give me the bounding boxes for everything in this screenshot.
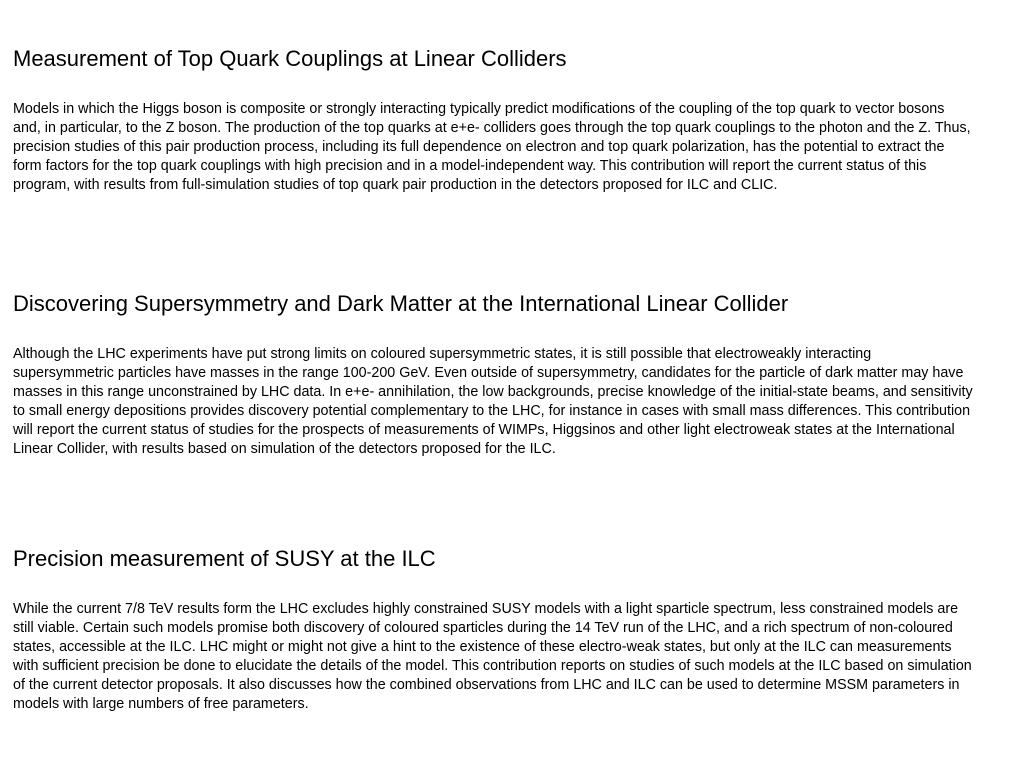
section-title: Precision measurement of SUSY at the ILC [13, 546, 436, 571]
abstract-section-supersymmetry-dark-matter [13, 291, 973, 459]
abstract-section-top-quark [13, 46, 973, 195]
section-body: Models in which the Higgs boson is composite or strongly interacting typically predict modifications of the coupling of the top quark to vector bosons and, in particular, to the Z boson. The production of the top quarks at e+e- colliders goes through the top quark couplings to the photon and the Z. Thus, precision studies of this pair production process, including its full dependence on electron and top quark polarization, has the potential to extract the form factors for the top quark couplings with high precision and in a model-independent way. This contribution will report the current status of this program, with results from full-simulation studies of top quark pair production in the detectors proposed for ILC and CLIC. [13, 101, 971, 193]
section-body: While the current 7/8 TeV results form the LHC excludes highly constrained SUSY models with a light sparticle spectrum, less constrained models are still viable. Certain such models promise both discovery of coloured sparticles during the 14 TeV run of the LHC, and a rich spectrum of non-coloured states, accessible at the ILC. LHC might or might not give a hint to the existence of these electro-weak states, but only at the ILC can measurements with sufficient precision be done to elucidate the details of the model. This contribution reports on studies of such models at the ILC based on simulation of the current detector proposals. It also discusses how the combined observations from LHC and ILC can be used to determine MSSM parameters in models with large numbers of free parameters. [13, 601, 972, 712]
section-title: Measurement of Top Quark Couplings at Linear Colliders [13, 46, 567, 71]
section-body: Although the LHC experiments have put strong limits on coloured supersymmetric states, it is still possible that electroweakly interacting supersymmetric particles have masses in the range 100-200 GeV. Even outside of supersymmetry, candidates for the particle of dark matter may have masses in this range unconstrained by LHC data. In e+e- annihilation, the low backgrounds, precise knowledge of the initial-state beams, and sensitivity to small energy depositions provides discovery potential complementary to the LHC, for instance in cases with small mass differences. This contribution will report the current status of studies for the prospects of measurements of WIMPs, Higgsinos and other light electroweak states at the International Linear Collider, with results based on simulation of the detectors proposed for the ILC. [13, 346, 973, 457]
section-title: Discovering Supersymmetry and Dark Matter at the International Linear Collider [13, 291, 789, 316]
abstract-section-susy-precision [13, 546, 973, 714]
